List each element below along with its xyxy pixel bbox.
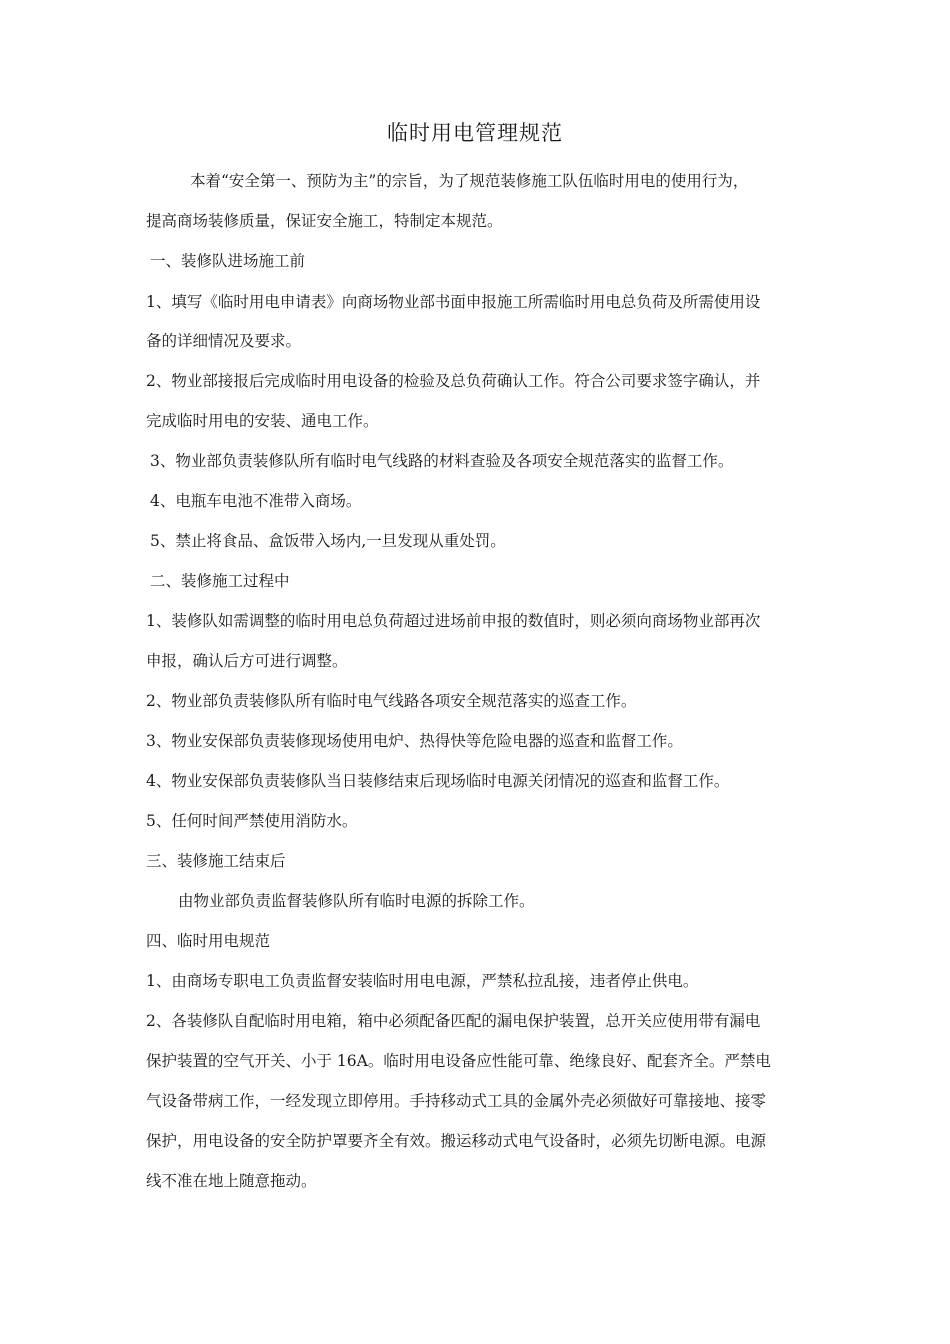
intro-line-1: 本着“安全第一、预防为主”的宗旨，为了规范装修施工队伍临时用电的使用行为， bbox=[190, 172, 749, 190]
paragraph-line: 保护，用电设备的安全防护罩要齐全有效。搬运移动式电气设备时，必须先切断电源。电源 bbox=[146, 1132, 767, 1150]
section-heading-2: 二、装修施工过程中 bbox=[150, 572, 290, 590]
paragraph-line: 4、物业安保部负责装修队当日装修结束后现场临时电源关闭情况的巡查和监督工作。 bbox=[146, 772, 730, 790]
paragraph-line: 4、电瓶车电池不准带入商场。 bbox=[150, 492, 362, 510]
paragraph-line: 1、装修队如需调整的临时用电总负荷超过进场前申报的数值时，则必须向商场物业部再次 bbox=[146, 612, 761, 630]
document-title: 临时用电管理规范 bbox=[387, 121, 563, 145]
intro-line-2: 提高商场装修质量，保证安全施工，特制定本规范。 bbox=[146, 212, 503, 230]
section-heading-4: 四、临时用电规范 bbox=[146, 932, 271, 950]
paragraph-line: 气设备带病工作，一经发现立即停用。手持移动式工具的金属外壳必须做好可靠接地、接零 bbox=[146, 1092, 767, 1110]
paragraph-line: 完成临时用电的安装、通电工作。 bbox=[146, 412, 379, 430]
section-heading-3: 三、装修施工结束后 bbox=[146, 852, 286, 870]
paragraph-line: 备的详细情况及要求。 bbox=[146, 332, 302, 350]
paragraph-line: 申报，确认后方可进行调整。 bbox=[146, 652, 348, 670]
paragraph-line: 1、由商场专职电工负责监督安装临时用电电源，严禁私拉乱接，违者停止供电。 bbox=[146, 972, 699, 990]
paragraph-line: 线不准在地上随意拖动。 bbox=[146, 1172, 317, 1190]
paragraph-line: 3、物业部负责装修队所有临时电气线路的材料查验及各项安全规范落实的监督工作。 bbox=[150, 452, 734, 470]
paragraph-line: 保护装置的空气开关、小于 16A。临时用电设备应性能可靠、绝缘良好、配套齐全。严禁电 bbox=[146, 1052, 771, 1070]
paragraph-line: 1、填写《临时用电申请表》向商场物业部书面申报施工所需临时用电总负荷及所需使用设 bbox=[146, 293, 761, 311]
section-heading-1: 一、装修队进场施工前 bbox=[150, 252, 306, 270]
paragraph-line: 5、任何时间严禁使用消防水。 bbox=[146, 812, 358, 830]
paragraph-line: 3、物业安保部负责装修现场使用电炉、热得快等危险电器的巡查和监督工作。 bbox=[146, 732, 683, 750]
paragraph-line: 2、物业部负责装修队所有临时电气线路各项安全规范落实的巡查工作。 bbox=[146, 692, 637, 710]
paragraph-line: 5、禁止将食品、盒饭带入场内,一旦发现从重处罚。 bbox=[150, 532, 506, 550]
paragraph-line: 由物业部负责监督装修队所有临时电源的拆除工作。 bbox=[178, 892, 535, 910]
paragraph-line: 2、各装修队自配临时用电箱，箱中必须配备匹配的漏电保护装置，总开关应使用带有漏电 bbox=[146, 1012, 761, 1030]
paragraph-line: 2、物业部接报后完成临时用电设备的检验及总负荷确认工作。符合公司要求签字确认，并 bbox=[146, 372, 761, 390]
